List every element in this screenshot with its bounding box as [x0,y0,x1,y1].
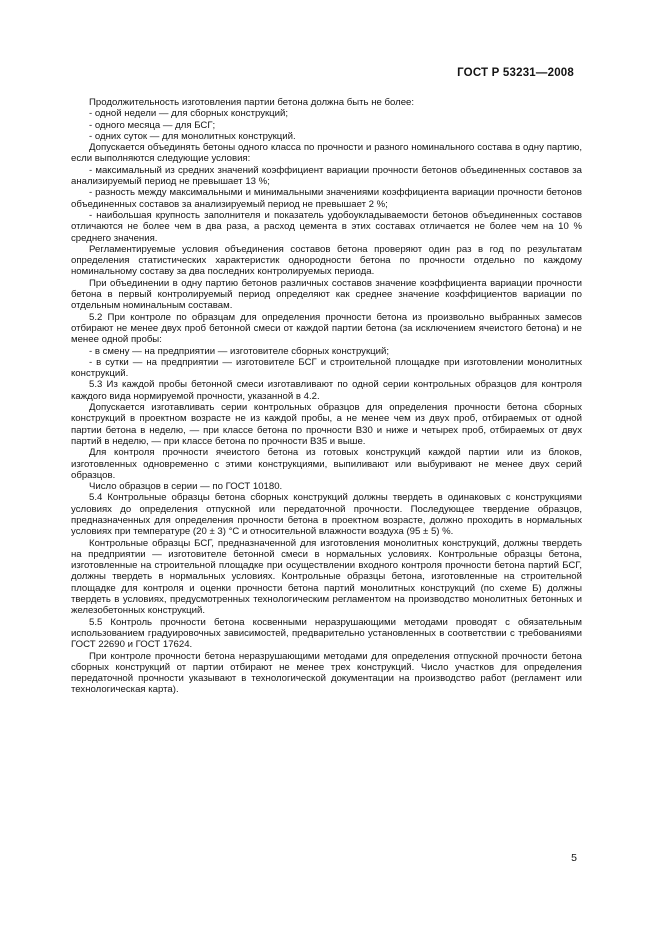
section-5-4: 5.4 Контрольные образцы бетона сборных конструкций должны твердеть в одинаковых с конструкциями условиях до определения отпускной или передаточной прочности. Последующее твердение образцов, предназначенных для определения прочности бетона в проектном возрасте, должно проходить в нормальных условиях при температуре (20 ± 3) °С и относительной влажности воздуха (95 ± 5) %. [71,492,582,538]
list-item: - одного месяца — для БСГ; [89,119,216,131]
paragraph: Для контроля прочности ячеистого бетона из готовых конструкций каждой партии или из блоков, изготовленных одновременно с этими конструкциями, выпиливают или выбуривают не менее двух серий образцов. [71,447,582,481]
paragraph: При контроле прочности бетона неразрушающими методами для определения отпускной прочности бетона сборных конструкций от партии отбирают не менее трех конструкций. Число участков для определения передаточной прочности указывают в технологической документации на производство работ (регламент или технологическая карта). [71,650,582,696]
section-5-3: 5.3 Из каждой пробы бетонной смеси изготавливают по одной серии контрольных образцов для контроля каждого вида нормируемой прочности, указанной в 4.2. [71,379,582,402]
list-item: - наибольшая крупность заполнителя и показатель удобоукладываемости бетонов объединенных составов отличаются не более чем в два раза, а расход цемента в этих составах отличается не более чем на 10 % среднего значения. [71,209,582,244]
section-5-5: 5.5 Контроль прочности бетона косвенными неразрушающими методами проводят с обязательным использованием градуировочных зависимостей, предварительно установленных в соответствии с требованиями ГОСТ 22690 и ГОСТ 17624. [71,616,582,651]
list-item: - одних суток — для монолитных конструкций. [89,130,296,142]
section-5-2: 5.2 При контроле по образцам для определения прочности бетона из произвольно выбранных замесов отбирают не менее двух проб бетонной смеси от каждой партии бетона (за исключением ячеистого бетона) и не менее одной пробы: [71,311,582,346]
paragraph: Допускается объединять бетоны одного класса по прочности и разного номинального состава в одну партию, если выполняются следующие условия: [71,142,582,165]
document-body [71,97,582,696]
list-item: - в сутки — на предприятии — изготовителе БСГ и строительной площадке при изготовлении монолитных конструкций. [71,356,582,380]
page-number: 5 [571,852,577,864]
paragraph: При объединении в одну партию бетонов различных составов значение коэффициента вариации прочности бетона в первый контролируемый период определяют как среднее значение коэффициентов вариации по отдельным номинальным составам. [71,277,582,312]
paragraph: Контрольные образцы БСГ, предназначенной для изготовления монолитных конструкций, должны твердеть на предприятии — изготовителе бетонной смеси в нормальных условиях. Контрольные образцы бетона, изготовленные на строительной площадке при осуществлении входного контроля прочности бетона партий БСГ, должны твердеть в нормальных условиях. Контрольные образцы бетона, изготовленные на строительной площадке для контроля и оценки прочности бетона партий монолитных конструкций (по схеме Б) должны твердеть в условиях, предусмотренных технологическим регламентом на производство монолитных бетонных и железобетонных конструкций. [71,537,582,617]
list-item: - одной недели — для сборных конструкций; [89,108,289,120]
standard-header: ГОСТ Р 53231—2008 [457,67,574,79]
paragraph: Допускается изготавливать серии контрольных образцов для определения прочности бетона сборных конструкций в проектном возрасте не из каждой пробы, а не менее чем из двух проб, отбираемых от одной партии бетона в неделю, — при классе бетона по прочности В30 и ниже и четырех проб, отбираемых от двух партий в неделю, — при классе бетона по прочности В35 и выше. [71,402,582,447]
list-item: - максимальный из средних значений коэффициент вариации прочности бетонов объединенных составов за анализируемый период не превышает 13 %; [71,164,582,188]
list-item: - разность между максимальными и минимальными значениями коэффициента вариации прочности бетонов объединенных составов за анализируемый период не превышает 2 %; [71,187,582,210]
paragraph: Продолжительность изготовления партии бетона должна быть не более: [89,97,415,108]
list-item: - в смену — на предприятии — изготовителе сборных конструкций; [89,345,390,357]
paragraph: Регламентируемые условия объединения составов бетона проверяют один раз в год по результатам определения статистических характеристик однородности бетона по прочности отдельно по каждому номинальному составу за два последних контролируемых периода. [71,243,582,278]
paragraph: Число образцов в серии — по ГОСТ 10180. [89,481,283,493]
